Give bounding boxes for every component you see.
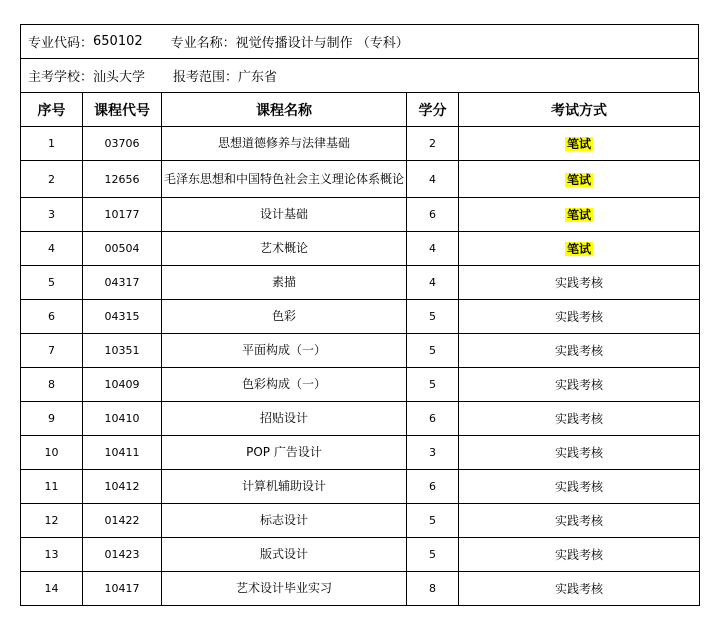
cell-no: 13 [21,538,83,572]
exam-method: 实践考核 [554,446,603,460]
table-row [21,300,700,334]
table-row [21,198,700,232]
table-header-row [21,93,700,127]
cell-credit: 6 [407,402,459,436]
cell-code: 12656 [83,161,162,198]
cell-code: 10177 [83,198,162,232]
major-name-label: 专业名称： [170,36,236,51]
cell-name: 版式设计 [162,538,407,572]
cell-method [459,161,700,198]
table-row [21,161,700,198]
cell-name: 色彩 [162,300,407,334]
cell-no: 6 [21,300,83,334]
cell-name: 计算机辅助设计 [162,470,407,504]
cell-no: 9 [21,402,83,436]
cell-name: POP 广告设计 [162,436,407,470]
exam-method: 实践考核 [554,548,603,562]
cell-no: 1 [21,127,83,161]
range-label: 报考范围： [173,70,239,85]
cell-credit: 5 [407,334,459,368]
table-row [21,402,700,436]
cell-no: 14 [21,572,83,606]
cell-method [459,127,700,161]
range-value: 广东省 [238,70,278,85]
cell-credit: 4 [407,266,459,300]
cell-credit: 6 [407,470,459,504]
exam-method: 实践考核 [554,480,603,494]
cell-name: 平面构成（一） [162,334,407,368]
cell-code: 04315 [83,300,162,334]
table-row [21,436,700,470]
cell-no: 3 [21,198,83,232]
header-method: 考试方式 [459,93,700,127]
table-row [21,572,700,606]
table-row [21,266,700,300]
exam-method: 实践考核 [554,582,603,596]
exam-method: 实践考核 [554,378,603,392]
cell-method [459,334,700,368]
cell-method [459,266,700,300]
cell-name: 色彩构成（一） [162,368,407,402]
cell-no: 8 [21,368,83,402]
table-row [21,232,700,266]
cell-code: 10410 [83,402,162,436]
exam-method: 笔试 [566,172,591,187]
cell-code: 10411 [83,436,162,470]
cell-method [459,368,700,402]
major-name: 视觉传播设计与制作 （专科） [235,36,409,51]
major-code-label: 专业代码： [28,36,94,51]
cell-method [459,232,700,266]
cell-no: 10 [21,436,83,470]
cell-method [459,436,700,470]
cell-method [459,300,700,334]
school-name: 汕头大学 [93,70,146,85]
table-row [21,127,700,161]
cell-no: 12 [21,504,83,538]
table-row [21,334,700,368]
cell-name: 标志设计 [162,504,407,538]
table-row [21,368,700,402]
cell-name: 思想道德修养与法律基础 [162,127,407,161]
cell-credit: 5 [407,300,459,334]
header-code: 课程代号 [83,93,162,127]
cell-name: 素描 [162,266,407,300]
cell-code: 10417 [83,572,162,606]
major-info-row [20,24,699,58]
cell-code: 00504 [83,232,162,266]
exam-method: 笔试 [566,242,591,256]
table-row [21,470,700,504]
school-info-row [20,58,699,92]
cell-credit: 5 [407,538,459,572]
cell-no: 5 [21,266,83,300]
course-table-body [21,127,700,606]
cell-code: 04317 [83,266,162,300]
table-row [21,538,700,572]
cell-credit: 2 [407,127,459,161]
exam-method: 笔试 [566,208,591,222]
cell-no: 2 [21,161,83,198]
exam-method: 实践考核 [554,310,603,324]
exam-method: 实践考核 [554,344,603,358]
cell-method [459,470,700,504]
header-no: 序号 [21,93,83,127]
cell-name: 艺术概论 [162,232,407,266]
cell-credit: 4 [407,161,459,198]
cell-name: 艺术设计毕业实习 [162,572,407,606]
cell-credit: 6 [407,198,459,232]
course-plan-sheet [20,24,699,606]
course-table [20,92,700,606]
cell-no: 11 [21,470,83,504]
cell-no: 4 [21,232,83,266]
cell-credit: 4 [407,232,459,266]
header-name: 课程名称 [162,93,407,127]
cell-credit: 3 [407,436,459,470]
table-row [21,504,700,538]
cell-credit: 8 [407,572,459,606]
cell-name: 招贴设计 [162,402,407,436]
cell-code: 10412 [83,470,162,504]
cell-code: 10351 [83,334,162,368]
exam-method: 实践考核 [554,514,603,528]
header-credit: 学分 [407,93,459,127]
cell-code: 01423 [83,538,162,572]
cell-credit: 5 [407,504,459,538]
cell-code: 03706 [83,127,162,161]
cell-method [459,504,700,538]
cell-code: 01422 [83,504,162,538]
cell-name: 设计基础 [162,198,407,232]
cell-code: 10409 [83,368,162,402]
cell-method [459,572,700,606]
cell-method [459,198,700,232]
cell-method [459,402,700,436]
cell-credit: 5 [407,368,459,402]
exam-method: 笔试 [566,137,591,151]
school-label: 主考学校： [28,70,94,85]
major-code: 650102 [93,34,143,49]
cell-method [459,538,700,572]
exam-method: 实践考核 [554,412,603,426]
cell-name: 毛泽东思想和中国特色社会主义理论体系概论 [162,161,407,198]
exam-method: 实践考核 [554,276,603,290]
cell-no: 7 [21,334,83,368]
